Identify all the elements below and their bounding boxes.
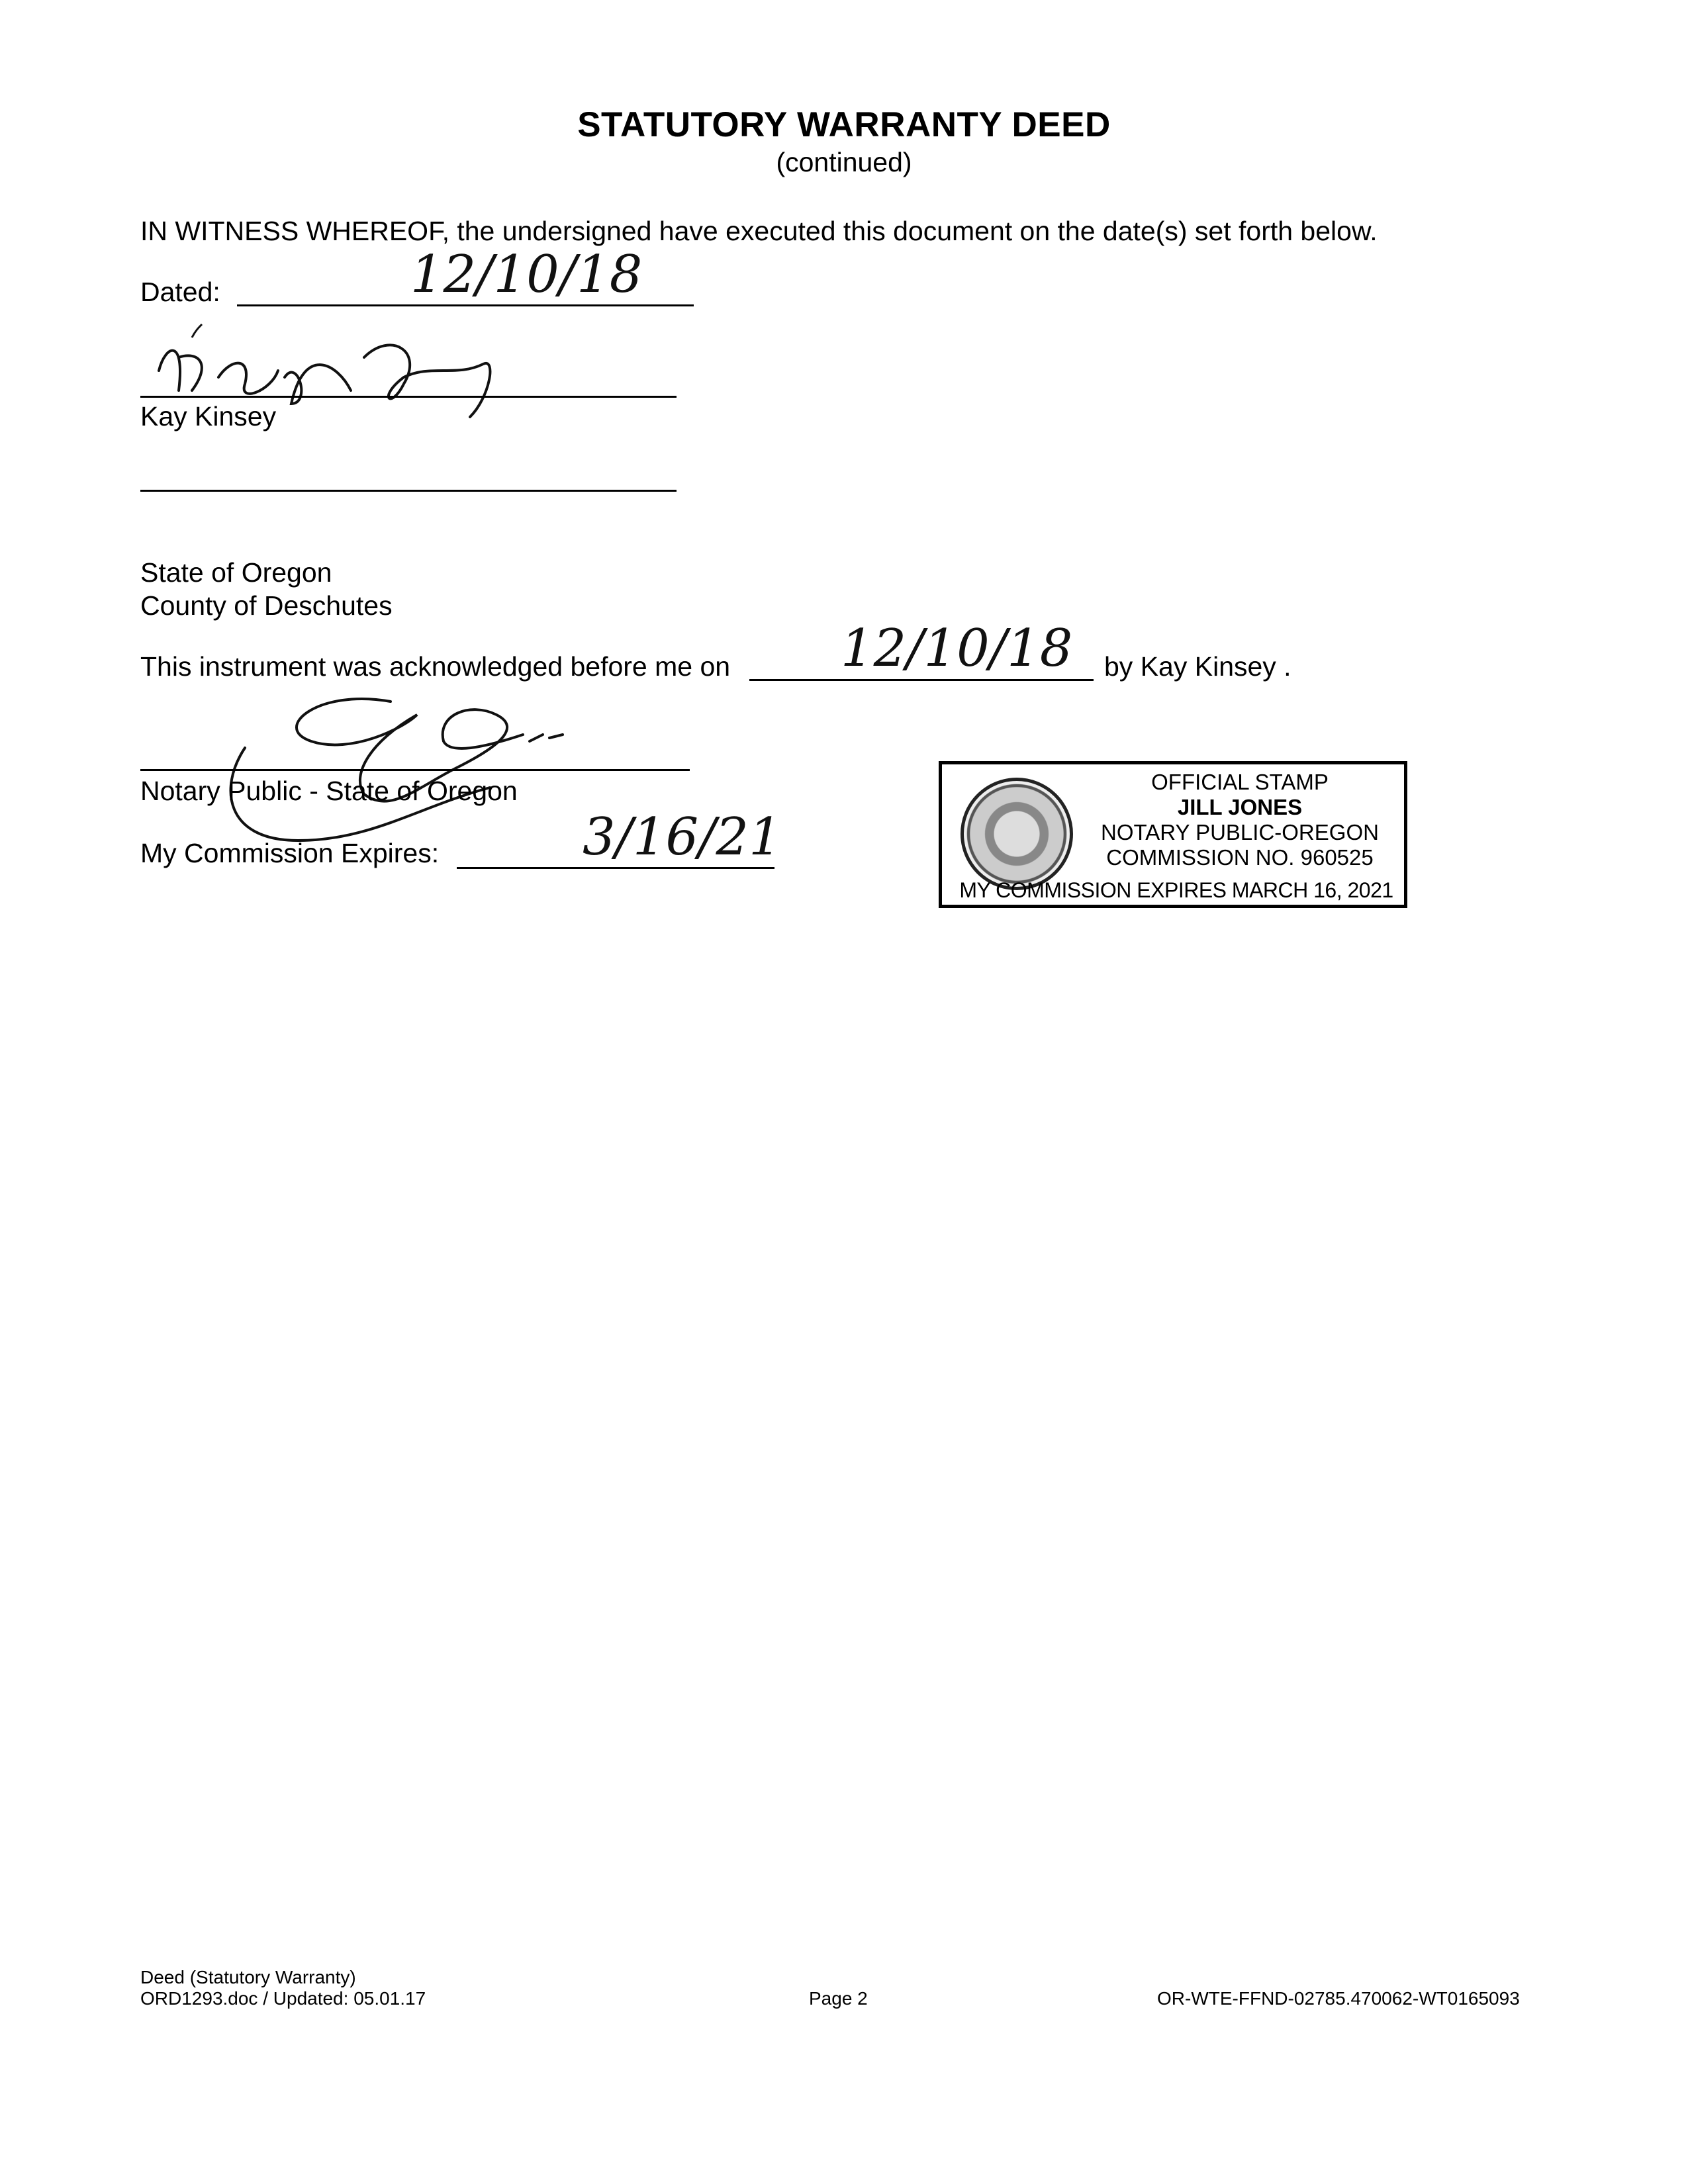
oregon-state-seal-icon <box>961 778 1073 890</box>
second-signature-line <box>140 490 677 492</box>
footer-doc-info <box>140 1967 426 2009</box>
footer-doc-type: Deed (Statutory Warranty) <box>140 1967 356 1987</box>
witness-statement: IN WITNESS WHEREOF, the undersigned have executed this document on the date(s) set forth below. <box>140 216 1378 246</box>
commission-handwritten-value: 3/16/21 <box>583 807 782 867</box>
dated-handwritten-value: 12/10/18 <box>410 245 643 304</box>
acknowledged-date-line <box>749 679 1094 681</box>
acknowledged-handwritten-date: 12/10/18 <box>841 619 1073 678</box>
signer-signature-line <box>140 396 677 398</box>
document-subtitle: (continued) <box>776 147 912 177</box>
stamp-line-expires: MY COMMISSION EXPIRES MARCH 16, 2021 <box>959 878 1393 902</box>
signer-name: Kay Kinsey <box>140 401 277 432</box>
dated-line <box>237 304 694 306</box>
notary-label: Notary Public - State of Oregon <box>140 776 518 806</box>
stamp-line-title: NOTARY PUBLIC-OREGON <box>1101 820 1379 844</box>
document-title: STATUTORY WARRANTY DEED <box>577 105 1111 144</box>
official-notary-stamp <box>939 761 1407 908</box>
commission-line <box>457 867 774 869</box>
dated-label: Dated: <box>140 277 220 307</box>
footer-reference: OR-WTE-FFND-02785.470062-WT0165093 <box>1157 1988 1520 2009</box>
commission-label: My Commission Expires: <box>140 838 440 868</box>
footer-doc-version: ORD1293.doc / Updated: 05.01.17 <box>140 1988 426 2009</box>
stamp-line-name: JILL JONES <box>1177 795 1303 819</box>
notary-signature-line <box>140 769 690 771</box>
state-label: State of Oregon <box>140 557 332 588</box>
footer-page-number: Page 2 <box>809 1988 868 2009</box>
acknowledged-text: This instrument was acknowledged before me on <box>140 651 731 682</box>
county-label: County of Deschutes <box>140 590 393 621</box>
stamp-line-commission: COMMISSION NO. 960525 <box>1106 845 1374 870</box>
stamp-line-official: OFFICIAL STAMP <box>1151 770 1329 794</box>
acknowledged-by: by Kay Kinsey . <box>1104 651 1291 682</box>
